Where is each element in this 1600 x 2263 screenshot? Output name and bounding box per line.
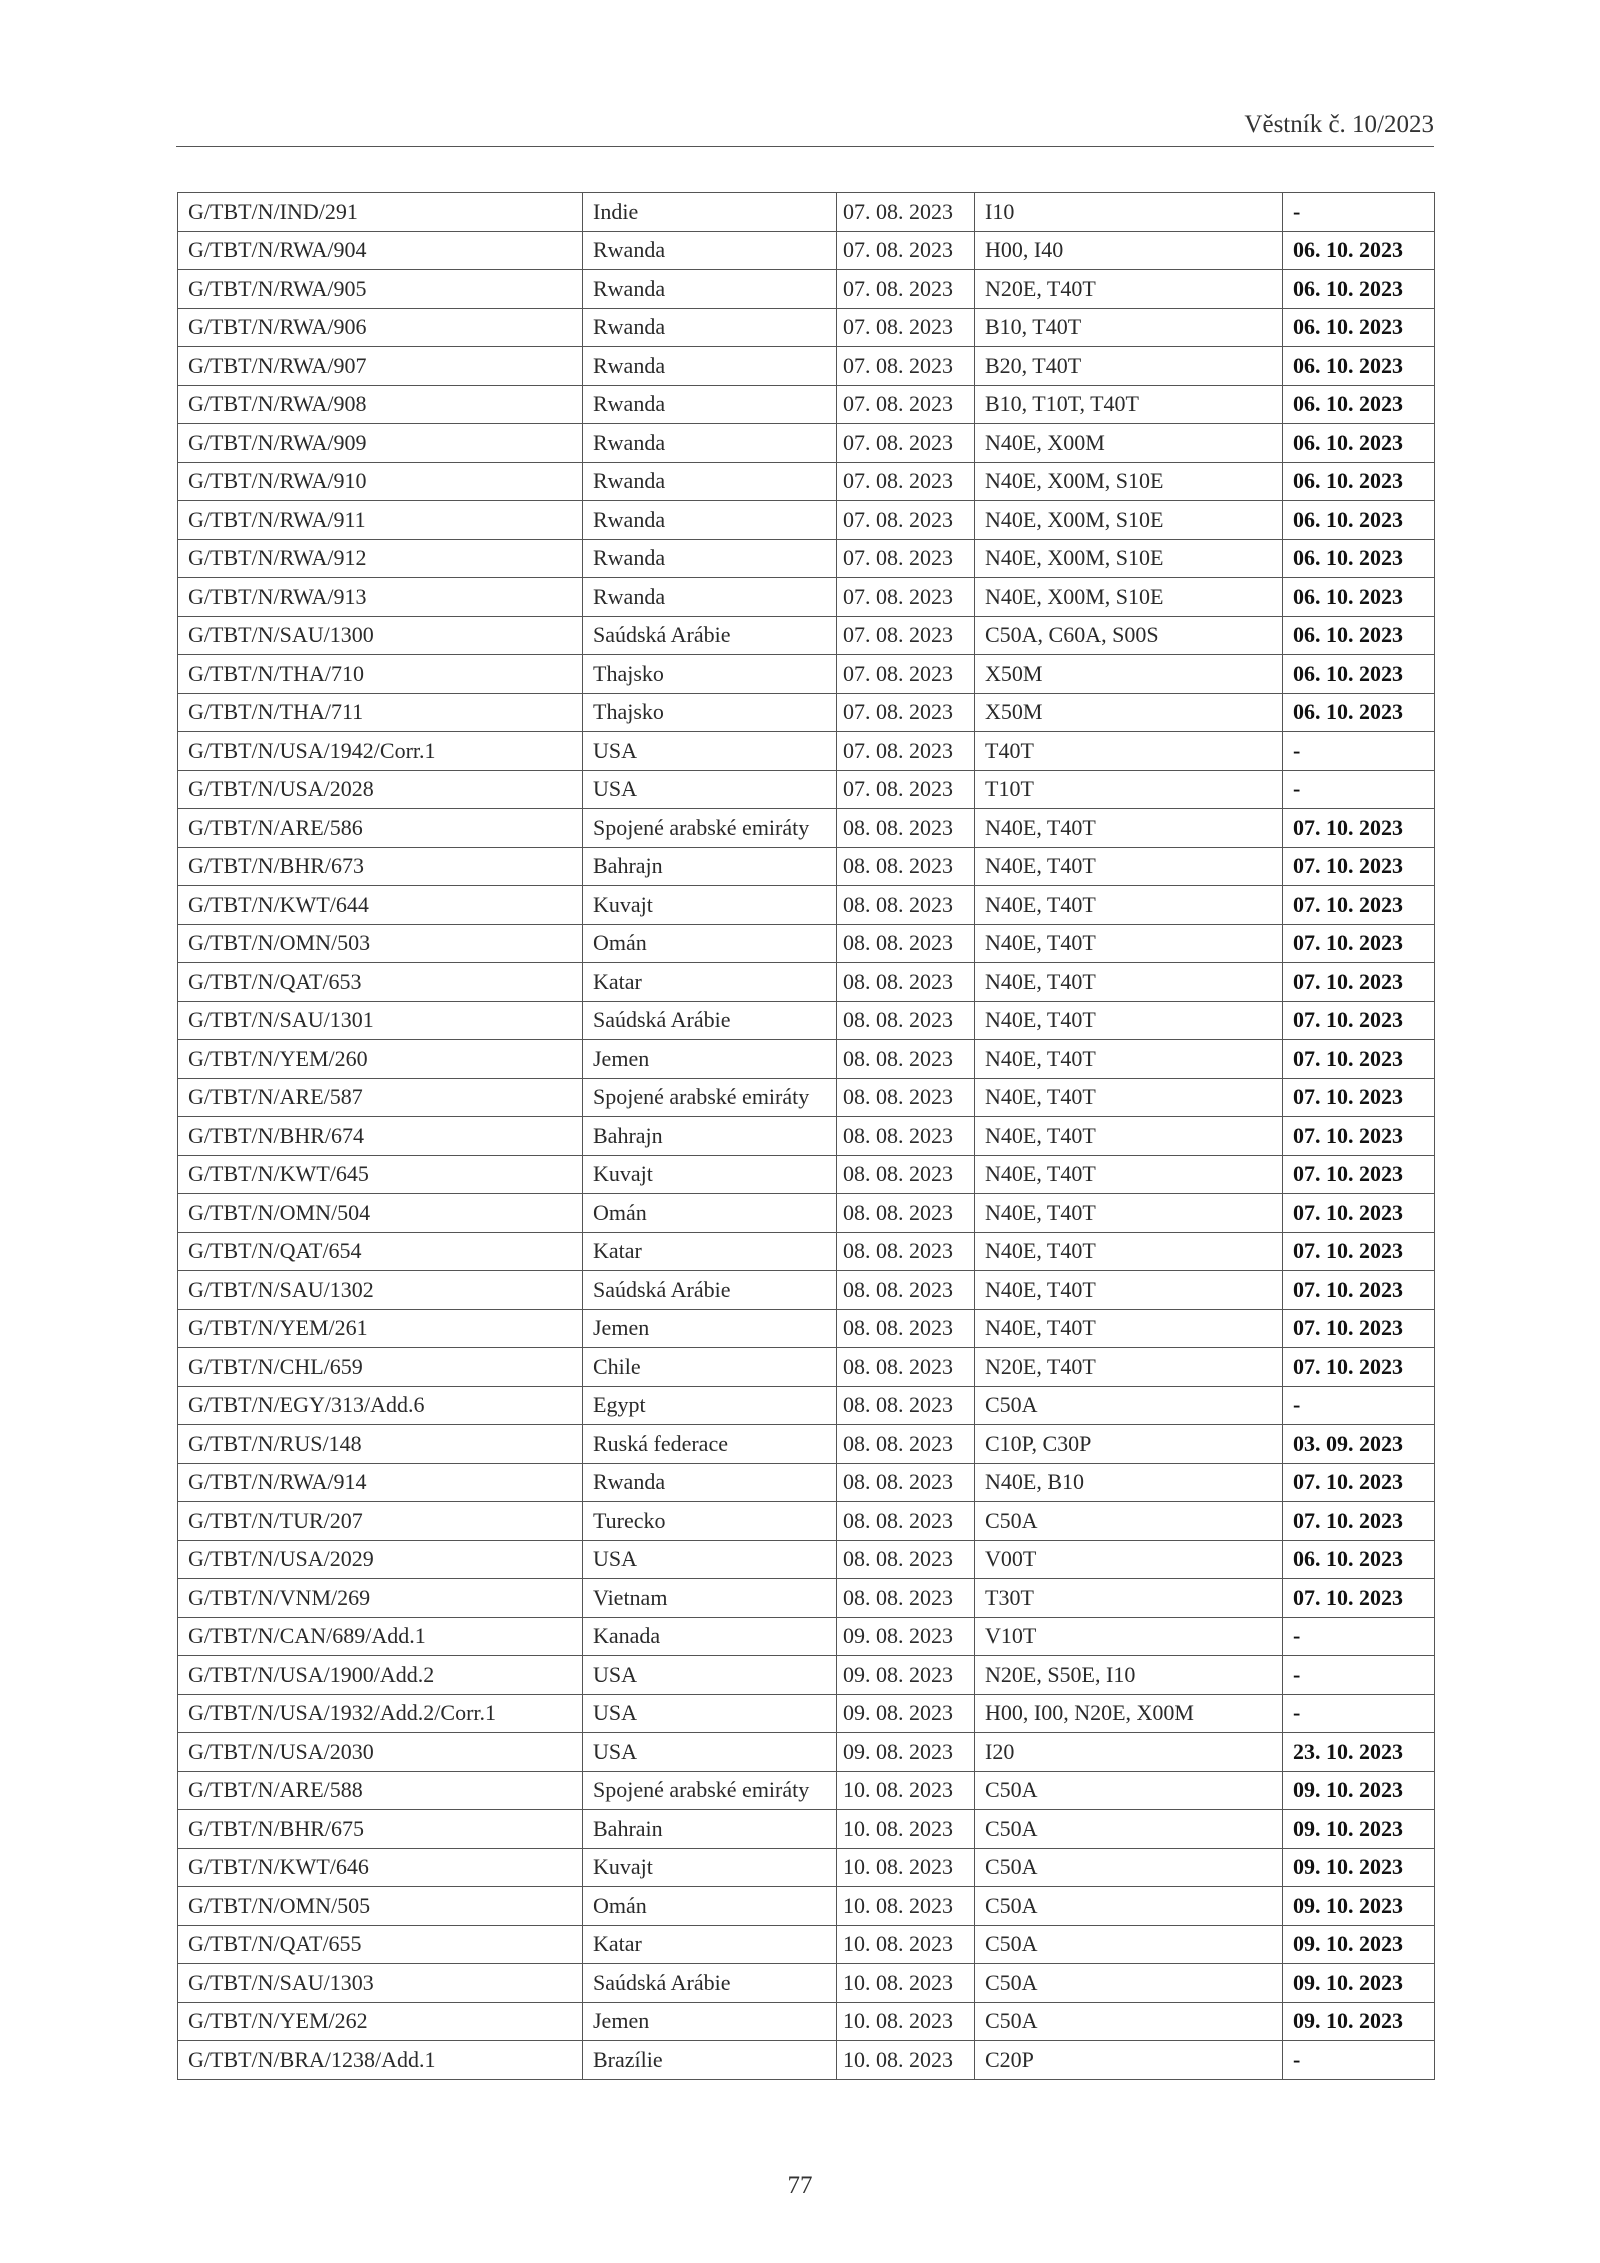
cell-symbol: G/TBT/N/SAU/1302 <box>178 1271 583 1310</box>
cell-date: 07. 08. 2023 <box>837 578 975 617</box>
cell-codes: C10P, C30P <box>975 1425 1283 1464</box>
cell-deadline: 07. 10. 2023 <box>1283 963 1435 1002</box>
cell-date: 10. 08. 2023 <box>837 1964 975 2003</box>
cell-deadline: 06. 10. 2023 <box>1283 693 1435 732</box>
cell-country: Chile <box>583 1348 837 1387</box>
cell-deadline: 07. 10. 2023 <box>1283 1271 1435 1310</box>
table-row <box>178 693 1435 732</box>
cell-date: 08. 08. 2023 <box>837 963 975 1002</box>
cell-deadline: 06. 10. 2023 <box>1283 655 1435 694</box>
cell-codes: N40E, T40T <box>975 1001 1283 1040</box>
cell-deadline: 06. 10. 2023 <box>1283 347 1435 386</box>
cell-symbol: G/TBT/N/RWA/910 <box>178 462 583 501</box>
notifications-table-body <box>178 193 1435 2080</box>
cell-deadline: 07. 10. 2023 <box>1283 886 1435 925</box>
table-row <box>178 1271 1435 1310</box>
table-row <box>178 1887 1435 1926</box>
cell-codes: H00, I40 <box>975 231 1283 270</box>
cell-deadline: 07. 10. 2023 <box>1283 1579 1435 1618</box>
table-row <box>178 1309 1435 1348</box>
cell-codes: H00, I00, N20E, X00M <box>975 1694 1283 1733</box>
cell-codes: N40E, T40T <box>975 1194 1283 1233</box>
cell-country: USA <box>583 770 837 809</box>
table-row <box>178 578 1435 617</box>
cell-symbol: G/TBT/N/USA/1942/Corr.1 <box>178 732 583 771</box>
cell-symbol: G/TBT/N/RUS/148 <box>178 1425 583 1464</box>
cell-country: Omán <box>583 1887 837 1926</box>
cell-symbol: G/TBT/N/CAN/689/Add.1 <box>178 1617 583 1656</box>
cell-deadline: 07. 10. 2023 <box>1283 924 1435 963</box>
cell-country: Bahrajn <box>583 1117 837 1156</box>
cell-symbol: G/TBT/N/RWA/908 <box>178 385 583 424</box>
cell-codes: N40E, T40T <box>975 924 1283 963</box>
cell-codes: N40E, X00M, S10E <box>975 462 1283 501</box>
cell-date: 07. 08. 2023 <box>837 462 975 501</box>
cell-codes: C50A <box>975 1810 1283 1849</box>
cell-date: 08. 08. 2023 <box>837 1425 975 1464</box>
cell-symbol: G/TBT/N/QAT/653 <box>178 963 583 1002</box>
cell-country: Saúdská Arábie <box>583 1271 837 1310</box>
cell-country: Rwanda <box>583 308 837 347</box>
cell-date: 08. 08. 2023 <box>837 886 975 925</box>
cell-deadline: 09. 10. 2023 <box>1283 1887 1435 1926</box>
cell-codes: C20P <box>975 2041 1283 2080</box>
cell-symbol: G/TBT/N/QAT/654 <box>178 1232 583 1271</box>
cell-date: 08. 08. 2023 <box>837 1155 975 1194</box>
cell-date: 08. 08. 2023 <box>837 1117 975 1156</box>
cell-codes: X50M <box>975 655 1283 694</box>
cell-codes: C50A <box>975 1848 1283 1887</box>
table-row <box>178 1001 1435 1040</box>
cell-date: 07. 08. 2023 <box>837 616 975 655</box>
cell-deadline: 09. 10. 2023 <box>1283 1925 1435 1964</box>
table-row <box>178 1386 1435 1425</box>
cell-date: 08. 08. 2023 <box>837 1001 975 1040</box>
cell-country: Rwanda <box>583 578 837 617</box>
table-row <box>178 2041 1435 2080</box>
table-row <box>178 1194 1435 1233</box>
cell-country: Ruská federace <box>583 1425 837 1464</box>
cell-country: Omán <box>583 924 837 963</box>
cell-date: 08. 08. 2023 <box>837 809 975 848</box>
cell-date: 10. 08. 2023 <box>837 1771 975 1810</box>
cell-country: Kanada <box>583 1617 837 1656</box>
cell-country: Indie <box>583 193 837 232</box>
cell-country: Katar <box>583 1925 837 1964</box>
cell-date: 10. 08. 2023 <box>837 2002 975 2041</box>
cell-date: 07. 08. 2023 <box>837 385 975 424</box>
cell-symbol: G/TBT/N/KWT/646 <box>178 1848 583 1887</box>
cell-country: Rwanda <box>583 501 837 540</box>
table-row <box>178 270 1435 309</box>
cell-country: Brazílie <box>583 2041 837 2080</box>
table-row <box>178 1425 1435 1464</box>
table-row <box>178 770 1435 809</box>
table-row <box>178 1656 1435 1695</box>
cell-date: 08. 08. 2023 <box>837 1540 975 1579</box>
cell-deadline: 07. 10. 2023 <box>1283 1078 1435 1117</box>
cell-symbol: G/TBT/N/RWA/906 <box>178 308 583 347</box>
cell-date: 07. 08. 2023 <box>837 693 975 732</box>
cell-country: Rwanda <box>583 462 837 501</box>
cell-country: Thajsko <box>583 693 837 732</box>
cell-codes: C50A <box>975 1771 1283 1810</box>
cell-country: Turecko <box>583 1502 837 1541</box>
page-header <box>176 110 1434 147</box>
cell-deadline: 07. 10. 2023 <box>1283 809 1435 848</box>
cell-codes: N40E, T40T <box>975 1117 1283 1156</box>
cell-symbol: G/TBT/N/RWA/913 <box>178 578 583 617</box>
cell-country: Kuvajt <box>583 1848 837 1887</box>
cell-date: 09. 08. 2023 <box>837 1656 975 1695</box>
cell-symbol: G/TBT/N/BRA/1238/Add.1 <box>178 2041 583 2080</box>
cell-country: Jemen <box>583 2002 837 2041</box>
cell-date: 07. 08. 2023 <box>837 308 975 347</box>
cell-codes: I10 <box>975 193 1283 232</box>
cell-codes: N20E, T40T <box>975 1348 1283 1387</box>
cell-deadline: 06. 10. 2023 <box>1283 308 1435 347</box>
table-row <box>178 655 1435 694</box>
cell-deadline: 06. 10. 2023 <box>1283 501 1435 540</box>
cell-deadline: 07. 10. 2023 <box>1283 1309 1435 1348</box>
table-row <box>178 809 1435 848</box>
cell-deadline: - <box>1283 1386 1435 1425</box>
cell-country: Rwanda <box>583 539 837 578</box>
cell-codes: N40E, T40T <box>975 886 1283 925</box>
cell-date: 08. 08. 2023 <box>837 1194 975 1233</box>
cell-date: 07. 08. 2023 <box>837 539 975 578</box>
cell-codes: N40E, T40T <box>975 1271 1283 1310</box>
cell-country: Jemen <box>583 1040 837 1079</box>
table-row <box>178 732 1435 771</box>
table-row <box>178 1155 1435 1194</box>
cell-symbol: G/TBT/N/RWA/905 <box>178 270 583 309</box>
cell-codes: N40E, B10 <box>975 1463 1283 1502</box>
table-row <box>178 1810 1435 1849</box>
cell-codes: C50A <box>975 2002 1283 2041</box>
cell-country: Rwanda <box>583 1463 837 1502</box>
cell-symbol: G/TBT/N/YEM/260 <box>178 1040 583 1079</box>
table-row <box>178 2002 1435 2041</box>
cell-date: 08. 08. 2023 <box>837 1309 975 1348</box>
cell-symbol: G/TBT/N/OMN/505 <box>178 1887 583 1926</box>
cell-symbol: G/TBT/N/SAU/1300 <box>178 616 583 655</box>
cell-codes: C50A <box>975 1887 1283 1926</box>
cell-codes: N40E, X00M, S10E <box>975 501 1283 540</box>
cell-deadline: 23. 10. 2023 <box>1283 1733 1435 1772</box>
cell-date: 07. 08. 2023 <box>837 655 975 694</box>
cell-country: Egypt <box>583 1386 837 1425</box>
cell-deadline: - <box>1283 193 1435 232</box>
table-row <box>178 1617 1435 1656</box>
cell-date: 09. 08. 2023 <box>837 1617 975 1656</box>
cell-codes: N40E, T40T <box>975 1155 1283 1194</box>
cell-symbol: G/TBT/N/USA/2029 <box>178 1540 583 1579</box>
cell-symbol: G/TBT/N/BHR/673 <box>178 847 583 886</box>
cell-country: Omán <box>583 1194 837 1233</box>
cell-symbol: G/TBT/N/TUR/207 <box>178 1502 583 1541</box>
cell-deadline: 06. 10. 2023 <box>1283 578 1435 617</box>
cell-deadline: 09. 10. 2023 <box>1283 1964 1435 2003</box>
cell-symbol: G/TBT/N/RWA/914 <box>178 1463 583 1502</box>
cell-country: Saúdská Arábie <box>583 616 837 655</box>
cell-codes: N40E, T40T <box>975 963 1283 1002</box>
cell-symbol: G/TBT/N/RWA/912 <box>178 539 583 578</box>
cell-symbol: G/TBT/N/OMN/503 <box>178 924 583 963</box>
cell-deadline: 07. 10. 2023 <box>1283 1232 1435 1271</box>
cell-date: 10. 08. 2023 <box>837 1925 975 1964</box>
table-row <box>178 1733 1435 1772</box>
cell-symbol: G/TBT/N/USA/2030 <box>178 1733 583 1772</box>
cell-codes: N40E, T40T <box>975 1232 1283 1271</box>
cell-deadline: 06. 10. 2023 <box>1283 1540 1435 1579</box>
cell-symbol: G/TBT/N/OMN/504 <box>178 1194 583 1233</box>
cell-country: USA <box>583 732 837 771</box>
cell-date: 10. 08. 2023 <box>837 1887 975 1926</box>
cell-date: 08. 08. 2023 <box>837 924 975 963</box>
table-row <box>178 963 1435 1002</box>
cell-date: 10. 08. 2023 <box>837 1848 975 1887</box>
cell-symbol: G/TBT/N/SAU/1303 <box>178 1964 583 2003</box>
cell-country: Rwanda <box>583 231 837 270</box>
cell-codes: B20, T40T <box>975 347 1283 386</box>
table-row <box>178 1502 1435 1541</box>
table-row <box>178 424 1435 463</box>
cell-symbol: G/TBT/N/THA/711 <box>178 693 583 732</box>
cell-deadline: 07. 10. 2023 <box>1283 1502 1435 1541</box>
cell-deadline: 09. 10. 2023 <box>1283 2002 1435 2041</box>
cell-codes: N40E, X00M, S10E <box>975 578 1283 617</box>
cell-codes: C50A <box>975 1925 1283 1964</box>
cell-country: Kuvajt <box>583 886 837 925</box>
cell-country: Saúdská Arábie <box>583 1001 837 1040</box>
cell-country: Thajsko <box>583 655 837 694</box>
cell-date: 08. 08. 2023 <box>837 1386 975 1425</box>
cell-deadline: 06. 10. 2023 <box>1283 231 1435 270</box>
table-row <box>178 1848 1435 1887</box>
cell-deadline: - <box>1283 1694 1435 1733</box>
cell-date: 08. 08. 2023 <box>837 1271 975 1310</box>
cell-country: Spojené arabské emiráty <box>583 809 837 848</box>
cell-symbol: G/TBT/N/BHR/674 <box>178 1117 583 1156</box>
table-row <box>178 1232 1435 1271</box>
cell-deadline: 06. 10. 2023 <box>1283 616 1435 655</box>
cell-date: 07. 08. 2023 <box>837 193 975 232</box>
cell-country: USA <box>583 1540 837 1579</box>
table-row <box>178 501 1435 540</box>
cell-country: Rwanda <box>583 385 837 424</box>
table-row <box>178 1925 1435 1964</box>
cell-symbol: G/TBT/N/THA/710 <box>178 655 583 694</box>
cell-country: Rwanda <box>583 270 837 309</box>
cell-country: USA <box>583 1694 837 1733</box>
cell-symbol: G/TBT/N/YEM/261 <box>178 1309 583 1348</box>
cell-country: Rwanda <box>583 347 837 386</box>
cell-symbol: G/TBT/N/USA/1900/Add.2 <box>178 1656 583 1695</box>
cell-country: Katar <box>583 963 837 1002</box>
cell-symbol: G/TBT/N/RWA/911 <box>178 501 583 540</box>
cell-symbol: G/TBT/N/SAU/1301 <box>178 1001 583 1040</box>
table-row <box>178 1771 1435 1810</box>
cell-deadline: 07. 10. 2023 <box>1283 1155 1435 1194</box>
cell-symbol: G/TBT/N/VNM/269 <box>178 1579 583 1618</box>
cell-date: 10. 08. 2023 <box>837 1810 975 1849</box>
table-row <box>178 1579 1435 1618</box>
cell-symbol: G/TBT/N/ARE/587 <box>178 1078 583 1117</box>
cell-date: 08. 08. 2023 <box>837 1040 975 1079</box>
cell-symbol: G/TBT/N/IND/291 <box>178 193 583 232</box>
cell-country: Spojené arabské emiráty <box>583 1078 837 1117</box>
cell-date: 08. 08. 2023 <box>837 1078 975 1117</box>
cell-codes: N20E, S50E, I10 <box>975 1656 1283 1695</box>
cell-date: 08. 08. 2023 <box>837 1502 975 1541</box>
cell-date: 07. 08. 2023 <box>837 347 975 386</box>
cell-symbol: G/TBT/N/USA/1932/Add.2/Corr.1 <box>178 1694 583 1733</box>
table-row <box>178 847 1435 886</box>
table-row <box>178 1117 1435 1156</box>
cell-symbol: G/TBT/N/USA/2028 <box>178 770 583 809</box>
cell-deadline: 09. 10. 2023 <box>1283 1848 1435 1887</box>
cell-date: 07. 08. 2023 <box>837 501 975 540</box>
table-row <box>178 1463 1435 1502</box>
cell-deadline: 03. 09. 2023 <box>1283 1425 1435 1464</box>
cell-deadline: 07. 10. 2023 <box>1283 1463 1435 1502</box>
cell-date: 07. 08. 2023 <box>837 732 975 771</box>
table-row <box>178 347 1435 386</box>
cell-deadline: 06. 10. 2023 <box>1283 385 1435 424</box>
bulletin-title: Věstník č. 10/2023 <box>1244 111 1434 138</box>
table-row <box>178 462 1435 501</box>
cell-codes: N40E, T40T <box>975 1309 1283 1348</box>
cell-deadline: 07. 10. 2023 <box>1283 1194 1435 1233</box>
table-row <box>178 1078 1435 1117</box>
cell-date: 07. 08. 2023 <box>837 231 975 270</box>
cell-date: 09. 08. 2023 <box>837 1733 975 1772</box>
cell-deadline: 07. 10. 2023 <box>1283 1040 1435 1079</box>
cell-symbol: G/TBT/N/ARE/588 <box>178 1771 583 1810</box>
cell-codes: N40E, X00M, S10E <box>975 539 1283 578</box>
cell-deadline: - <box>1283 1617 1435 1656</box>
cell-country: Jemen <box>583 1309 837 1348</box>
table-row <box>178 1040 1435 1079</box>
cell-symbol: G/TBT/N/RWA/904 <box>178 231 583 270</box>
cell-date: 08. 08. 2023 <box>837 1579 975 1618</box>
cell-symbol: G/TBT/N/CHL/659 <box>178 1348 583 1387</box>
cell-codes: X50M <box>975 693 1283 732</box>
cell-codes: N20E, T40T <box>975 270 1283 309</box>
cell-date: 09. 08. 2023 <box>837 1694 975 1733</box>
cell-country: Bahrajn <box>583 847 837 886</box>
cell-deadline: 07. 10. 2023 <box>1283 847 1435 886</box>
cell-codes: V00T <box>975 1540 1283 1579</box>
cell-symbol: G/TBT/N/KWT/645 <box>178 1155 583 1194</box>
cell-symbol: G/TBT/N/RWA/907 <box>178 347 583 386</box>
cell-country: USA <box>583 1656 837 1695</box>
cell-deadline: - <box>1283 770 1435 809</box>
cell-symbol: G/TBT/N/YEM/262 <box>178 2002 583 2041</box>
cell-deadline: 06. 10. 2023 <box>1283 539 1435 578</box>
cell-codes: B10, T40T <box>975 308 1283 347</box>
cell-symbol: G/TBT/N/ARE/586 <box>178 809 583 848</box>
cell-deadline: 09. 10. 2023 <box>1283 1771 1435 1810</box>
cell-codes: N40E, X00M <box>975 424 1283 463</box>
cell-deadline: - <box>1283 1656 1435 1695</box>
cell-date: 07. 08. 2023 <box>837 770 975 809</box>
cell-country: Kuvajt <box>583 1155 837 1194</box>
cell-symbol: G/TBT/N/QAT/655 <box>178 1925 583 1964</box>
cell-codes: B10, T10T, T40T <box>975 385 1283 424</box>
cell-date: 07. 08. 2023 <box>837 270 975 309</box>
cell-symbol: G/TBT/N/KWT/644 <box>178 886 583 925</box>
cell-symbol: G/TBT/N/EGY/313/Add.6 <box>178 1386 583 1425</box>
table-row <box>178 1694 1435 1733</box>
cell-country: Spojené arabské emiráty <box>583 1771 837 1810</box>
cell-codes: N40E, T40T <box>975 1078 1283 1117</box>
cell-codes: C50A <box>975 1386 1283 1425</box>
table-row <box>178 385 1435 424</box>
cell-country: USA <box>583 1733 837 1772</box>
cell-codes: T30T <box>975 1579 1283 1618</box>
table-row <box>178 308 1435 347</box>
cell-date: 07. 08. 2023 <box>837 424 975 463</box>
cell-codes: I20 <box>975 1733 1283 1772</box>
cell-country: Rwanda <box>583 424 837 463</box>
table-row <box>178 1540 1435 1579</box>
table-row <box>178 1348 1435 1387</box>
cell-codes: C50A <box>975 1964 1283 2003</box>
table-row <box>178 616 1435 655</box>
cell-deadline: - <box>1283 2041 1435 2080</box>
cell-date: 08. 08. 2023 <box>837 1232 975 1271</box>
cell-codes: N40E, T40T <box>975 1040 1283 1079</box>
cell-symbol: G/TBT/N/RWA/909 <box>178 424 583 463</box>
cell-deadline: 06. 10. 2023 <box>1283 462 1435 501</box>
cell-codes: T40T <box>975 732 1283 771</box>
cell-date: 08. 08. 2023 <box>837 1463 975 1502</box>
cell-codes: N40E, T40T <box>975 847 1283 886</box>
page-number: 77 <box>787 2172 813 2199</box>
cell-deadline: 07. 10. 2023 <box>1283 1348 1435 1387</box>
cell-country: Bahrain <box>583 1810 837 1849</box>
cell-country: Saúdská Arábie <box>583 1964 837 2003</box>
cell-deadline: 06. 10. 2023 <box>1283 424 1435 463</box>
cell-country: Vietnam <box>583 1579 837 1618</box>
cell-deadline: 07. 10. 2023 <box>1283 1001 1435 1040</box>
table-row <box>178 1964 1435 2003</box>
cell-codes: C50A, C60A, S00S <box>975 616 1283 655</box>
cell-codes: C50A <box>975 1502 1283 1541</box>
cell-codes: V10T <box>975 1617 1283 1656</box>
cell-deadline: 07. 10. 2023 <box>1283 1117 1435 1156</box>
cell-date: 08. 08. 2023 <box>837 847 975 886</box>
table-row <box>178 231 1435 270</box>
table-row <box>178 886 1435 925</box>
cell-country: Katar <box>583 1232 837 1271</box>
cell-codes: T10T <box>975 770 1283 809</box>
cell-date: 10. 08. 2023 <box>837 2041 975 2080</box>
cell-deadline: 09. 10. 2023 <box>1283 1810 1435 1849</box>
cell-deadline: - <box>1283 732 1435 771</box>
table-row <box>178 924 1435 963</box>
cell-codes: N40E, T40T <box>975 809 1283 848</box>
notifications-table <box>177 192 1435 2080</box>
cell-date: 08. 08. 2023 <box>837 1348 975 1387</box>
cell-deadline: 06. 10. 2023 <box>1283 270 1435 309</box>
table-row <box>178 539 1435 578</box>
cell-symbol: G/TBT/N/BHR/675 <box>178 1810 583 1849</box>
table-row <box>178 193 1435 232</box>
